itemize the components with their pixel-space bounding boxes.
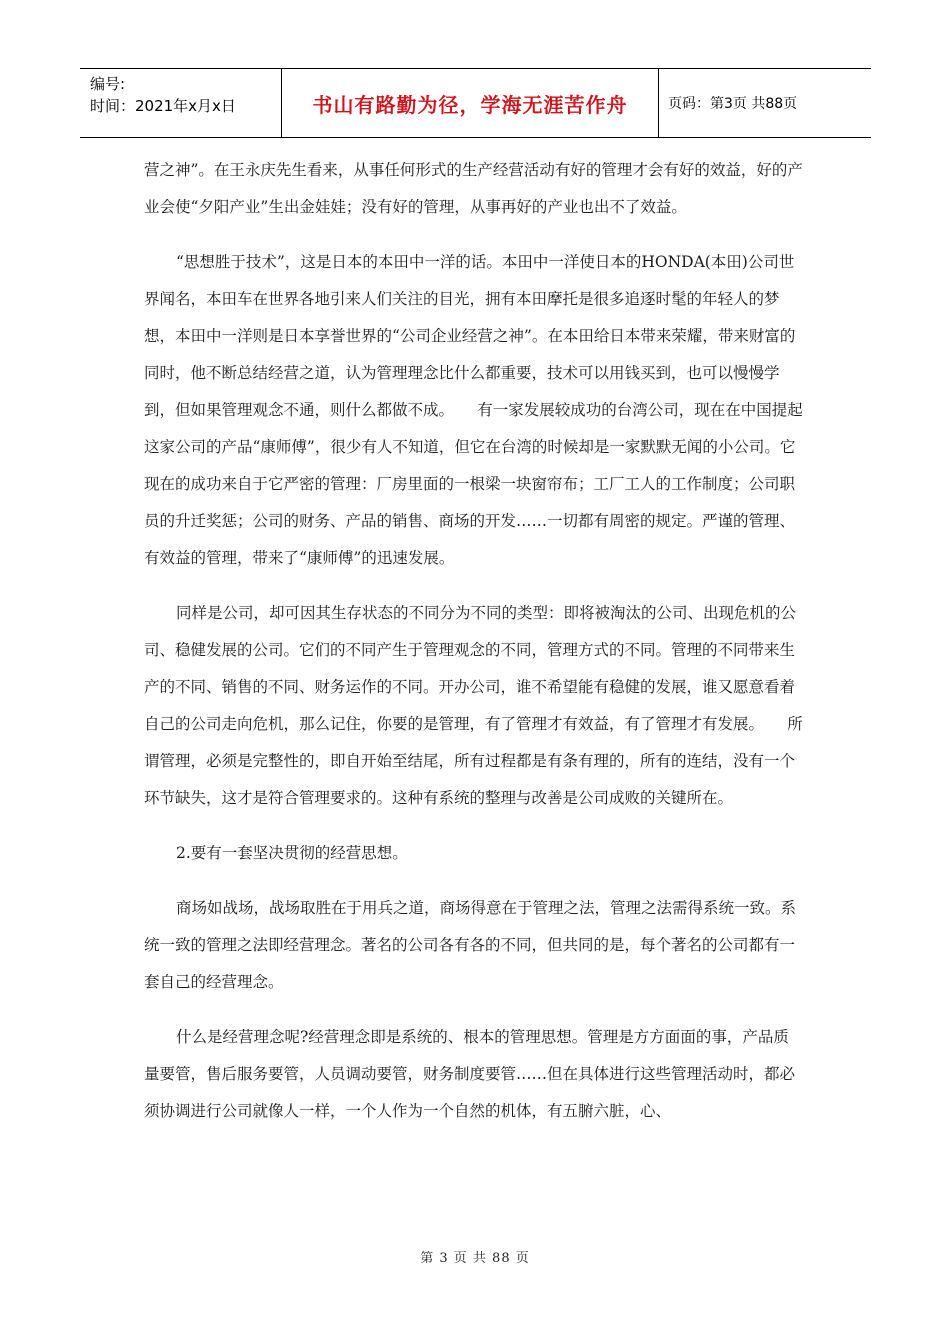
paragraph: 营之神”。在王永庆先生看来，从事任何形式的生产经营活动有好的管理才会有好的效益，好的产业会使“夕阳产业”生出金娃娃；没有好的管理，从事再好的产业也出不了效益。 [144, 161, 803, 216]
date-line: 时间：2021年x月x日 [90, 97, 236, 115]
document-body [144, 152, 804, 1148]
header-page-info: 页码：第3页 共88页 [668, 96, 798, 112]
paragraph: 同样是公司，却可因其生存状态的不同分为不同的类型：即将被淘汰的公司、出现危机的公司、稳健发展的公司。它们的不同产生于管理观念的不同，管理方式的不同。管理的不同带来生产的不同、销售的不同、财务运作的不同。开办公司，谁不希望能有稳健的发展，谁又愿意看着自己的公司走向危机，那么记住，你要的是管理，有了管理才有效益，有了管理才有发展。 所谓管理，必须是完整性的，即自开始至结尾，所有过程都是有条有理的，所有的连结，没有一个环节缺失，这才是符合管理要求的。这种有系统的整理与改善是公司成败的关键所在。 [144, 604, 803, 807]
paragraph: 什么是经营理念呢?经营理念即是系统的、根本的管理思想。管理是方方面面的事，产品质量要管，售后服务要管，人员调动要管，财务制度要管……但在具体进行这些管理活动时，都必须协调进行公司就像人一样，一个人作为一个自然的机体，有五腑六脏，心、 [144, 1028, 796, 1120]
header-motto: 书山有路勤为径，学海无涯苦作舟 [282, 69, 659, 137]
paragraph: “思想胜于技术”，这是日本的本田中一洋的话。本田中一洋使日本的HONDA(本田)公司世界闻名，本田车在世界各地引来人们关注的目光，拥有本田摩托是很多追逐时髦的年轻人的梦想，本田中一洋则是日本享誉世界的“公司企业经营之神”。在本田给日本带来荣耀，带来财富的同时，他不断总结经营之道，认为管理理念比什么都重要，技术可以用钱买到，也可以慢慢学到，但如果管理观念不通，则什么都做不成。 有一家发展较成功的台湾公司，现在在中国提起这家公司的产品“康师傅”，很少有人不知道，但它在台湾的时候却是一家默默无闻的小公司。它现在的成功来自于它严密的管理：厂房里面的一根梁一块窗帘布；工厂工人的工作制度；公司职员的升迁奖惩；公司的财务、产品的销售、商场的开发……一切都有周密的规定。严谨的管理、有效益的管理，带来了“康师傅”的迅速发展。 [144, 253, 803, 567]
number-label: 编号: [90, 75, 126, 93]
page-footer: 第 3 页 共 88 页 [420, 1251, 530, 1266]
paragraph: 商场如战场，战场取胜在于用兵之道，商场得意在于管理之法，管理之法需得系统一致。系统一致的管理之法即经营理念。著名的公司各有各的不同，但共同的是，每个著名的公司都有一套自己的经营理念。 [144, 899, 797, 991]
document-header [80, 68, 871, 138]
section-heading: 2.要有一套坚决贯彻的经营思想。 [176, 844, 408, 862]
header-meta [80, 69, 282, 137]
